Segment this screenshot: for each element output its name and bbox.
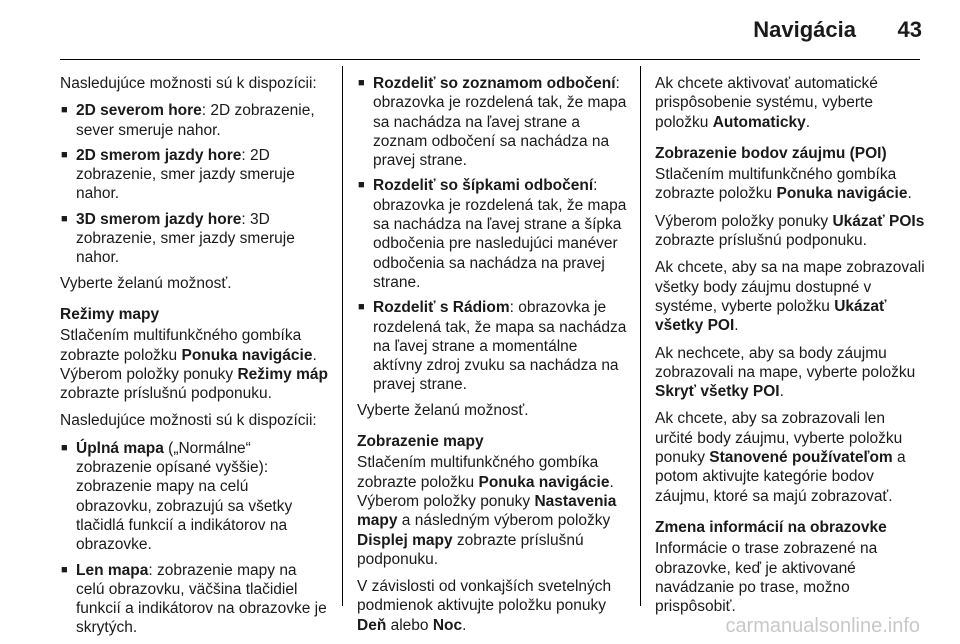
section-heading: Režimy mapy: [60, 305, 160, 323]
option-name: 2D smerom jazdy hore: [76, 146, 242, 164]
paragraph: Ak chcete aktivovať automatické prispôsobenie systému, vyberte položku Automaticky.: [655, 75, 878, 131]
option-desc: : obrazovka je rozdelená tak, že mapa sa nachádza na ľavej strane a zoznam odbočení sa nachádza na pravej strane.: [373, 75, 627, 170]
option-name: Rozdeliť so zoznamom odbočení: [373, 75, 616, 92]
column-3: [655, 74, 927, 624]
option-desc: : 2D zobrazenie, smer jazdy smeruje nahor.: [76, 146, 295, 203]
option-desc: : 3D zobrazenie, smer jazdy smeruje nahor.: [76, 210, 295, 267]
paragraph: Stlačením multifunkčného gombíka zobrazte položku Ponuka navigácie.: [655, 166, 912, 203]
list-item: [60, 561, 328, 638]
option-desc: : obrazovka je rozdelená tak, že mapa sa nachádza na ľavej strane a momentálne aktívny zdroj zvuku sa nachádza na pravej strane.: [373, 299, 627, 394]
column-2: [357, 74, 629, 643]
section-heading: Zobrazenie mapy: [357, 433, 484, 451]
list-item: [60, 101, 328, 140]
paragraph: Stlačením multifunkčného gombíka zobrazte položku Ponuka navigácie. Výberom položky ponuky Nastavenia mapy a následným výberom položky Displej mapy zobrazte príslušnú podponuku.: [357, 454, 617, 568]
column-divider-2: [640, 66, 641, 606]
intro-text: Nasledujúce možnosti sú k dispozícii:: [60, 75, 317, 92]
paragraph: V závislosti od vonkajších svetelných podmienok aktivujte položku ponuky Deň alebo Noc.: [357, 578, 612, 634]
list-item: [357, 298, 629, 394]
choose-text: Vyberte želanú možnosť.: [357, 401, 529, 419]
watermark: carmanualsonline.info: [725, 615, 920, 637]
paragraph: Stlačením multifunkčného gombíka zobrazte položku Ponuka navigácie. Výberom položky ponuky Režimy máp zobrazte príslušnú podponuku.: [60, 327, 328, 403]
option-name: 2D severom hore: [76, 102, 202, 120]
choose-text: Vyberte želanú možnosť.: [60, 274, 232, 292]
list-item: [60, 210, 328, 268]
option-name: Úplná mapa: [76, 439, 164, 457]
option-desc: : obrazovka je rozdelená tak, že mapa sa nachádza na ľavej strane a šípka odbočenia pre nasledujúci manéver odbočenia sa nachádza na pravej strane.: [373, 177, 627, 291]
section-title: Navigácia: [753, 17, 856, 42]
page-header: [0, 0, 960, 48]
paragraph: Výberom položky ponuky Ukázať POIs zobrazte príslušnú podponuku.: [655, 212, 925, 250]
option-name: Len mapa: [76, 561, 149, 579]
paragraph: Ak nechcete, aby sa body záujmu zobrazovali na mape, vyberte položku Skryť všetky POI.: [655, 344, 916, 401]
column-1: [60, 74, 328, 644]
option-name: 3D smerom jazdy hore: [76, 210, 242, 228]
paragraph: Ak chcete, aby sa zobrazovali len určité body záujmu, vyberte položku ponuky Stanovené používateľom a potom aktivujte kategórie bodov záujmu, ktoré sa majú zobrazovať.: [655, 410, 906, 505]
list-item: [60, 439, 328, 555]
section-heading: Zobrazenie bodov záujmu (POI): [655, 144, 887, 162]
list-item: [357, 74, 629, 170]
paragraph: Informácie o trase zobrazené na obrazovke, keď je aktivované navádzanie po trase, možno prispôsobiť.: [655, 540, 878, 616]
paragraph: Ak chcete, aby sa na mape zobrazovali všetky body záujmu dostupné v systéme, vyberte položku Ukázať všetky POI.: [655, 259, 925, 335]
intro-text: Nasledujúce možnosti sú k dispozícii:: [60, 412, 317, 430]
list-item: [60, 146, 328, 204]
column-divider-1: [342, 66, 343, 606]
option-name: Rozdeliť s Rádiom: [373, 299, 510, 317]
header-rule: [60, 59, 920, 60]
option-name: Rozdeliť so šípkami odbočení: [373, 177, 594, 195]
option-desc: : 2D zobrazenie, sever smeruje nahor.: [76, 102, 315, 139]
list-item: [357, 176, 629, 292]
section-heading: Zmena informácií na obrazovke: [655, 518, 887, 536]
page-number: 43: [897, 17, 922, 42]
option-desc: („Normálne“ zobrazenie opísané vyššie): zobrazenie mapy na celú obrazovku, zobrazujú sa všetky tlačidlá funkcií a indikátorov na obrazovke.: [76, 439, 293, 554]
option-desc: : zobrazenie mapy na celú obrazovku, väčšina tlačidiel funkcií a indikátorov na obrazovke je skrytých.: [76, 561, 327, 637]
